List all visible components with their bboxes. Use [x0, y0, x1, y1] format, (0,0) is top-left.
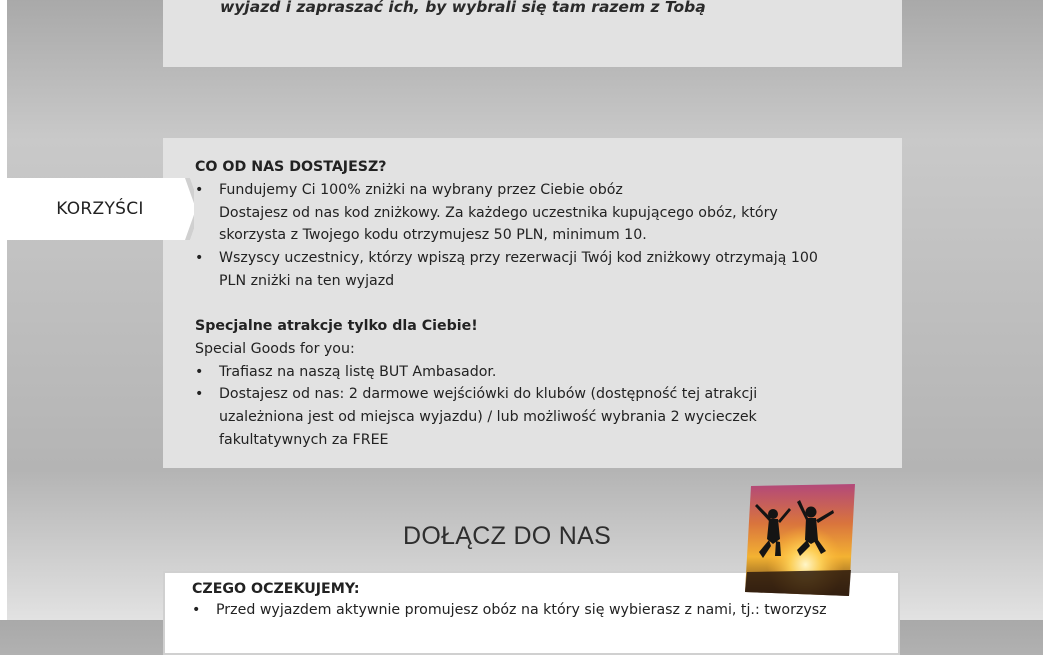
- benefit-code-line2: skorzysta z Twojego kodu otrzymujesz 50 PLN, minimum 10.: [219, 227, 647, 244]
- special-heading: Specjalne atrakcje tylko dla Ciebie!: [195, 318, 478, 334]
- list-item: [195, 383, 757, 406]
- bullet-icon: •: [195, 181, 204, 198]
- bullet-icon: •: [192, 602, 201, 618]
- benefits-tab: [7, 178, 194, 240]
- special-clubs-line2: uzależniona jest od miejsca wyjazdu) / lub możliwość wybrania 2 wycieczek: [219, 409, 757, 426]
- expectation-promote: Przed wyjazdem aktywnie promujesz obóz na który się wybierasz z nami, tj.: tworzysz: [216, 602, 827, 618]
- left-margin-strip: [0, 0, 7, 620]
- benefit-code-line1: Dostajesz od nas kod zniżkowy. Za każdego uczestnika kupującego obóz, który: [219, 204, 778, 221]
- bullet-icon: •: [195, 250, 204, 267]
- benefits-tab-label: KORZYŚCI: [56, 199, 144, 219]
- join-title: DOŁĄCZ DO NAS: [403, 522, 612, 550]
- special-subheading: Special Goods for you:: [195, 340, 355, 357]
- list-item: [195, 247, 818, 270]
- expectations-heading: CZEGO OCZEKUJEMY:: [192, 581, 360, 597]
- bullet-icon: •: [195, 386, 204, 403]
- sunset-photo-image: [745, 484, 857, 596]
- intro-panel: [163, 0, 902, 67]
- benefit-participants-line2: PLN zniżki na ten wyjazd: [219, 272, 395, 289]
- special-clubs-line3: fakultatywnych za FREE: [219, 431, 389, 448]
- special-clubs-line1: Dostajesz od nas: 2 darmowe wejściówki do klubów (dostępność tej atrakcji: [219, 386, 758, 403]
- jumping-people-photo: [745, 484, 857, 596]
- benefit-participants-line1: Wszyscy uczestnicy, którzy wpiszą przy rezerwacji Twój kod zniżkowy otrzymają 100: [219, 250, 818, 267]
- special-list: [195, 315, 757, 452]
- list-item: [195, 179, 818, 202]
- benefits-heading: CO OD NAS DOSTAJESZ?: [195, 159, 387, 175]
- benefits-list: [195, 156, 818, 293]
- intro-text: wyjazd i zapraszać ich, by wybrali się tam razem z Tobą: [220, 0, 706, 16]
- bullet-icon: •: [195, 363, 204, 380]
- special-ambassador: Trafiasz na naszą listę BUT Ambasador.: [219, 363, 497, 380]
- list-item: [195, 361, 757, 384]
- benefit-discount: Fundujemy Ci 100% zniżki na wybrany przez Ciebie obóz: [219, 181, 623, 198]
- list-item: [192, 599, 827, 621]
